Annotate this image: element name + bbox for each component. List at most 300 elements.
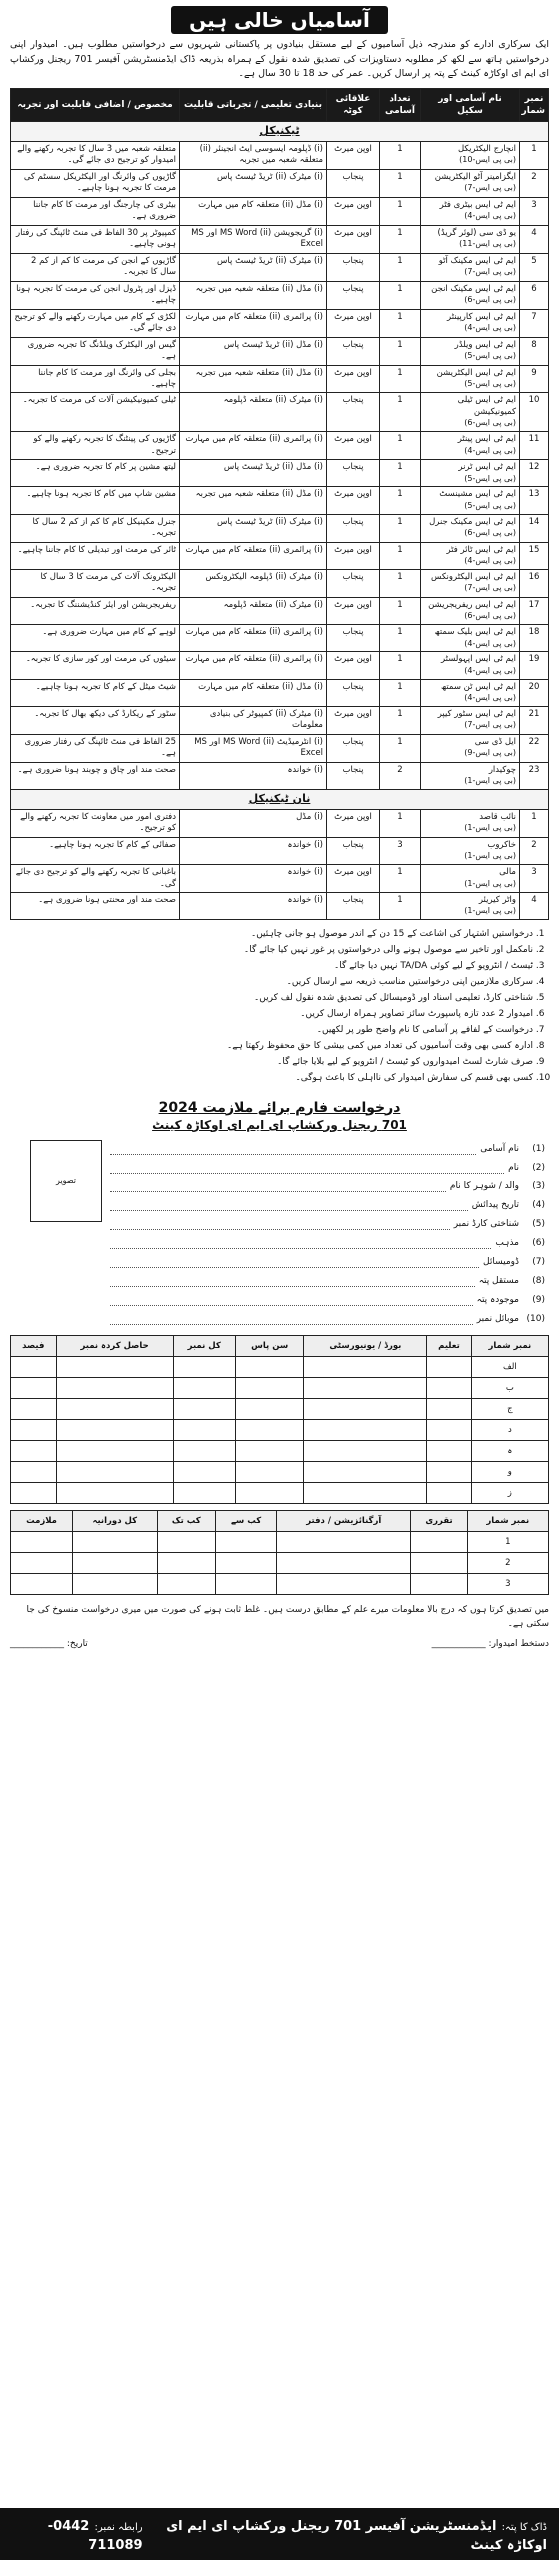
cell-serial: 3 [520, 197, 549, 225]
cell-quota: پنجاب [327, 569, 380, 597]
edu-blank-cell[interactable] [11, 1482, 57, 1503]
exp-header-cell: تقرری [411, 1510, 467, 1531]
experience-table-body [11, 1531, 549, 1594]
edu-blank-cell[interactable] [56, 1419, 173, 1440]
cell-count: 1 [380, 597, 421, 624]
table-row [11, 142, 549, 170]
exp-blank-cell[interactable] [11, 1552, 73, 1573]
cell-qualification: (i) پرائمری (ii) متعلقہ کام میں مہارت [180, 625, 327, 652]
cell-count: 1 [380, 197, 421, 225]
post-scale: (بی پی ایس-6) [464, 295, 516, 305]
edu-blank-cell[interactable] [11, 1398, 57, 1419]
exp-header-cell: کب سے [216, 1510, 277, 1531]
cell-experience: دفتری امور میں معاونت کا تجربہ رکھنے والے کو ترجیح۔ [11, 809, 180, 837]
post-name: ایم ٹی ایس ٹائر فٹر [446, 544, 516, 555]
edu-blank-cell[interactable] [56, 1482, 173, 1503]
edu-blank-cell[interactable] [304, 1377, 427, 1398]
edu-blank-cell[interactable] [427, 1461, 471, 1482]
form-field [110, 1291, 545, 1310]
cell-qualification: (i) میٹرک (ii) ٹریڈ ٹیسٹ پاس [180, 253, 327, 281]
cell-quota: پنجاب [327, 837, 380, 864]
cell-post [421, 892, 520, 919]
post-scale: (بی پی ایس-7) [464, 720, 516, 730]
education-table [10, 1335, 549, 1504]
cell-count: 1 [380, 892, 421, 919]
cell-serial: 20 [520, 679, 549, 706]
cell-serial: 14 [520, 514, 549, 542]
edu-blank-cell[interactable] [235, 1440, 304, 1461]
table-row [11, 393, 549, 432]
edu-row-label: د [471, 1419, 548, 1440]
cell-post [421, 734, 520, 762]
exp-blank-cell[interactable] [157, 1531, 216, 1552]
cell-post [421, 809, 520, 837]
edu-blank-cell[interactable] [56, 1440, 173, 1461]
cell-serial: 3 [520, 865, 549, 893]
edu-blank-cell[interactable] [173, 1482, 235, 1503]
signature-row [10, 1639, 549, 1649]
cell-experience: گیس اور الیکٹرک ویلڈنگ کا تجربہ ضروری ہے۔ [11, 337, 180, 365]
cell-experience: بیٹری کی چارجنگ اور مرمت کا کام جاننا ضروری ہے۔ [11, 197, 180, 225]
cell-serial: 11 [520, 432, 549, 460]
cell-serial: 22 [520, 734, 549, 762]
edu-blank-cell[interactable] [173, 1419, 235, 1440]
post-scale: (بی پی ایس-1) [464, 878, 516, 888]
post-name: ایم ٹی ایس کارپینٹر [447, 311, 516, 322]
table-row [11, 837, 549, 864]
exp-blank-cell[interactable] [73, 1531, 157, 1552]
note-item: 8. ادارہ کسی بھی وقت آسامیوں کی تعداد میں کمی بیشی کا حق محفوظ رکھتا ہے۔ [10, 1040, 533, 1054]
cell-serial: 18 [520, 625, 549, 652]
field-input-line[interactable] [110, 1272, 475, 1287]
field-input-line[interactable] [110, 1140, 476, 1155]
note-item: 4. سرکاری ملازمین اپنی درخواستیں مناسب ذریعہ سے ارسال کریں۔ [10, 976, 533, 990]
form-field [110, 1196, 545, 1215]
post-scale: (بی پی ایس-4) [464, 693, 516, 703]
post-scale: (بی پی ایس-6) [464, 528, 516, 538]
field-number: (5) [532, 1219, 545, 1230]
edu-row [11, 1461, 549, 1482]
cell-serial: 8 [520, 337, 549, 365]
footer-address-label: ڈاک کا پتہ: [501, 2522, 547, 2533]
cell-experience: صحت مند اور محنتی ہونا ضروری ہے۔ [11, 892, 180, 919]
field-label: مستقل پتہ [478, 1275, 519, 1286]
cell-post [421, 281, 520, 309]
table-row [11, 892, 549, 919]
form-section [10, 1140, 549, 1329]
field-input-line[interactable] [110, 1234, 491, 1249]
cell-experience: لکڑی کے کام میں مہارت رکھنے والے کو ترجیح دی جائے گی۔ [11, 309, 180, 337]
edu-blank-cell[interactable] [235, 1377, 304, 1398]
cell-quota: اوپن میرٹ [327, 597, 380, 624]
cell-qualification: (i) خواندہ [180, 837, 327, 864]
section-title: ٹیکنیکل [11, 122, 549, 142]
cell-qualification: (i) مڈل (ii) متعلقہ شعبہ میں تجربہ [180, 365, 327, 393]
table-row [11, 597, 549, 624]
edu-blank-cell[interactable] [427, 1482, 471, 1503]
cell-post [421, 865, 520, 893]
exp-blank-cell[interactable] [11, 1531, 73, 1552]
cell-post [421, 706, 520, 734]
post-scale: (بی پی ایس-4) [464, 665, 516, 675]
exp-row-label: 1 [467, 1531, 548, 1552]
cell-experience: کمپیوٹر پر 30 الفاظ فی منٹ ٹائپنگ کی رفتار ہونی چاہیے۔ [11, 225, 180, 253]
cell-serial: 9 [520, 365, 549, 393]
edu-blank-cell[interactable] [56, 1398, 173, 1419]
photo-box: تصویر [30, 1140, 102, 1222]
cell-post [421, 169, 520, 197]
cell-quota: اوپن میرٹ [327, 865, 380, 893]
cell-qualification: (i) میٹرک (ii) ٹریڈ ٹیسٹ پاس [180, 514, 327, 542]
edu-blank-cell[interactable] [235, 1482, 304, 1503]
cell-post [421, 337, 520, 365]
cell-count: 3 [380, 837, 421, 864]
form-title: درخواست فارم برائے ملازمت 2024 [158, 1099, 401, 1116]
cell-count: 1 [380, 487, 421, 514]
field-input-line[interactable] [110, 1215, 450, 1230]
edu-blank-cell[interactable] [427, 1398, 471, 1419]
cell-count: 1 [380, 865, 421, 893]
education-table-body [11, 1356, 549, 1503]
cell-quota: اوپن میرٹ [327, 487, 380, 514]
post-name: ایم ٹی ایس پینٹر [457, 434, 516, 445]
cell-qualification: (i) مڈل (ii) متعلقہ شعبہ میں تجربہ [180, 281, 327, 309]
cell-count: 1 [380, 460, 421, 487]
table-row [11, 487, 549, 514]
post-name: ایم ٹی ایس مکینک آٹو [438, 255, 516, 266]
form-field [110, 1272, 545, 1291]
edu-blank-cell[interactable] [11, 1440, 57, 1461]
exp-blank-cell[interactable] [277, 1552, 411, 1573]
cell-qualification: (i) پرائمری (ii) متعلقہ کام میں مہارت [180, 432, 327, 460]
cell-qualification: (i) مڈل (ii) متعلقہ کام میں مہارت [180, 197, 327, 225]
post-scale: (بی پی ایس-1) [464, 823, 516, 833]
exp-row [11, 1552, 549, 1573]
table-section-row [11, 122, 549, 142]
notes-section [10, 928, 549, 1085]
post-name: انچارج الیکٹریکل [457, 144, 516, 154]
exp-blank-cell[interactable] [73, 1573, 157, 1594]
exp-header-cell: کل دورانیہ [73, 1510, 157, 1531]
field-label: موجودہ پتہ [476, 1294, 519, 1305]
table-row [11, 253, 549, 281]
cell-post [421, 569, 520, 597]
cell-post [421, 197, 520, 225]
field-input-line[interactable] [110, 1159, 504, 1174]
edu-row [11, 1398, 549, 1419]
field-input-line[interactable] [110, 1310, 473, 1325]
exp-blank-cell[interactable] [216, 1573, 277, 1594]
post-scale: (بی پی ایس-4) [464, 211, 516, 221]
cell-experience: گاڑیوں کے انجن کی مرمت کا کم از کم 2 سال کا تجربہ۔ [11, 253, 180, 281]
edu-blank-cell[interactable] [235, 1398, 304, 1419]
edu-blank-cell[interactable] [173, 1377, 235, 1398]
form-field [110, 1234, 545, 1253]
edu-blank-cell[interactable] [427, 1440, 471, 1461]
exp-blank-cell[interactable] [411, 1552, 467, 1573]
table-row [11, 569, 549, 597]
table-row [11, 337, 549, 365]
post-scale: (بی پی ایس-5) [464, 473, 516, 483]
cell-quota: پنجاب [327, 734, 380, 762]
cell-quota: اوپن میرٹ [327, 365, 380, 393]
field-number: (9) [532, 1294, 545, 1305]
col-experience: مخصوص / اضافی قابلیت اور تجربہ [11, 89, 180, 122]
cell-serial: 13 [520, 487, 549, 514]
field-number: (4) [532, 1200, 545, 1211]
field-number: (1) [532, 1143, 545, 1154]
field-input-line[interactable] [110, 1253, 479, 1268]
cell-quota: پنجاب [327, 892, 380, 919]
cell-qualification: (i) خواندہ [180, 865, 327, 893]
field-number: (2) [532, 1162, 545, 1173]
table-row [11, 169, 549, 197]
edu-blank-cell[interactable] [11, 1356, 57, 1377]
post-name: ایم ٹی ایس مشینسٹ [439, 489, 516, 500]
table-row [11, 281, 549, 309]
form-field [110, 1177, 545, 1196]
cell-qualification: (i) میٹرک (ii) ٹریڈ ٹیسٹ پاس [180, 169, 327, 197]
col-qualification: بنیادی تعلیمی / تجرباتی قابلیت [180, 89, 327, 122]
cell-quota: پنجاب [327, 337, 380, 365]
edu-blank-cell[interactable] [235, 1461, 304, 1482]
cell-quota: پنجاب [327, 514, 380, 542]
cell-quota: اوپن میرٹ [327, 706, 380, 734]
cell-experience: 25 الفاظ فی منٹ ٹائپنگ کی رفتار ضروری ہے۔ [11, 734, 180, 762]
post-name: ایم ٹی ایس الیکٹریشن [436, 367, 516, 378]
post-scale: (بی پی ایس-1) [464, 906, 516, 916]
form-fields [110, 1140, 549, 1329]
exp-row-label: 2 [467, 1552, 548, 1573]
cell-post [421, 225, 520, 253]
cell-count: 1 [380, 734, 421, 762]
note-item: 6. امیدوار 2 عدد تازہ پاسپورٹ سائز تصاویر ہمراہ ارسال کریں۔ [10, 1008, 533, 1022]
cell-quota: پنجاب [327, 253, 380, 281]
field-number: (8) [532, 1275, 545, 1286]
cell-serial: 4 [520, 225, 549, 253]
exp-blank-cell[interactable] [73, 1552, 157, 1573]
cell-count: 1 [380, 809, 421, 837]
cell-quota: اوپن میرٹ [327, 542, 380, 569]
edu-blank-cell[interactable] [304, 1440, 427, 1461]
post-name: ایم ٹی ایس ٹن سمتھ [440, 681, 516, 692]
cell-qualification: (i) انٹرمیڈیٹ (ii) MS Word اور MS Excel [180, 734, 327, 762]
cell-experience: جنرل مکینیکل کام کا کم از کم 2 سال کا تجربہ۔ [11, 514, 180, 542]
note-item: 5. شناختی کارڈ، تعلیمی اسناد اور ڈومیسائل کی تصدیق شدہ نقول لف کریں۔ [10, 992, 533, 1006]
footer-phone-block [12, 2515, 143, 2553]
post-name: واٹر کیریئر [478, 894, 516, 905]
table-row [11, 706, 549, 734]
cell-serial: 17 [520, 597, 549, 624]
edu-blank-cell[interactable] [427, 1377, 471, 1398]
cell-experience: ڈیزل اور پٹرول انجن کی مرمت کا تجربہ ہونا چاہیے۔ [11, 281, 180, 309]
cell-count: 1 [380, 514, 421, 542]
cell-serial: 19 [520, 652, 549, 679]
footer-address-block [143, 2515, 547, 2553]
post-name: چوکیدار [488, 764, 516, 775]
cell-post [421, 837, 520, 864]
edu-row [11, 1419, 549, 1440]
cell-serial: 23 [520, 762, 549, 789]
cell-post [421, 514, 520, 542]
note-item: 2. نامکمل اور تاخیر سے موصول ہونے والی درخواستوں پر غور نہیں کیا جائے گا۔ [10, 944, 533, 958]
post-scale: (بی پی ایس-7) [464, 183, 516, 193]
field-label: شناختی کارڈ نمبر [453, 1219, 519, 1230]
post-scale: (بی پی ایس-5) [464, 378, 516, 388]
post-name: ایم ٹی ایس ویلڈر [454, 339, 516, 350]
exp-blank-cell[interactable] [157, 1573, 216, 1594]
cell-count: 1 [380, 625, 421, 652]
post-scale: (بی پی ایس-4) [464, 556, 516, 566]
cell-count: 1 [380, 253, 421, 281]
exp-header-cell: کب تک [157, 1510, 216, 1531]
edu-blank-cell[interactable] [304, 1419, 427, 1440]
exp-blank-cell[interactable] [157, 1552, 216, 1573]
vacancy-table [10, 88, 549, 920]
cell-qualification: (i) مڈل [180, 809, 327, 837]
field-input-line[interactable] [110, 1196, 468, 1211]
edu-blank-cell[interactable] [11, 1461, 57, 1482]
cell-count: 1 [380, 679, 421, 706]
cell-serial: 2 [520, 169, 549, 197]
education-table-header [11, 1335, 549, 1356]
exp-blank-cell[interactable] [216, 1531, 277, 1552]
cell-post [421, 679, 520, 706]
cell-count: 1 [380, 365, 421, 393]
edu-blank-cell[interactable] [304, 1482, 427, 1503]
cell-serial: 1 [520, 142, 549, 170]
cell-experience: بجلی کی وائرنگ اور مرمت کا کام جاننا چاہیے۔ [11, 365, 180, 393]
edu-blank-cell[interactable] [11, 1419, 57, 1440]
field-label: ڈومیسائل [483, 1256, 519, 1267]
cell-qualification: (i) ڈپلومہ ایسوسی ایٹ انجینئر (ii) متعلقہ شعبہ میں تجربہ [180, 142, 327, 170]
edu-blank-cell[interactable] [173, 1440, 235, 1461]
cell-count: 1 [380, 706, 421, 734]
cell-experience: لوہے کے کام میں مہارت ضروری ہے۔ [11, 625, 180, 652]
exp-blank-cell[interactable] [216, 1552, 277, 1573]
cell-experience: صحت مند اور چاق و چوبند ہونا ضروری ہے۔ [11, 762, 180, 789]
cell-experience: مشین شاپ میں کام کا تجربہ ہونا چاہیے۔ [11, 487, 180, 514]
field-label: نام [508, 1162, 519, 1173]
date-label: تاریخ: ____________ [10, 1639, 88, 1650]
table-row [11, 625, 549, 652]
cell-qualification: (i) میٹرک (ii) متعلقہ ڈپلومہ [180, 393, 327, 432]
cell-post [421, 393, 520, 432]
edu-blank-cell[interactable] [173, 1398, 235, 1419]
cell-serial: 16 [520, 569, 549, 597]
field-number: (6) [532, 1238, 545, 1249]
edu-blank-cell[interactable] [304, 1461, 427, 1482]
post-name: مالی [499, 867, 516, 878]
field-number: (7) [532, 1256, 545, 1267]
form-field [110, 1159, 545, 1178]
post-name: ایگزامینر آٹو الیکٹریشن [434, 171, 516, 182]
note-item: 3. ٹیسٹ / انٹرویو کے لیے کوئی TA/DA نہیں دیا جائے گا۔ [10, 960, 533, 974]
field-input-line[interactable] [110, 1177, 446, 1192]
edu-blank-cell[interactable] [56, 1377, 173, 1398]
exp-blank-cell[interactable] [411, 1573, 467, 1594]
cell-quota: پنجاب [327, 393, 380, 432]
exp-blank-cell[interactable] [277, 1531, 411, 1552]
cell-qualification: (i) میٹرک (ii) کمپیوٹر کی بنیادی معلومات [180, 706, 327, 734]
edu-blank-cell[interactable] [427, 1356, 471, 1377]
cell-quota: پنجاب [327, 460, 380, 487]
post-name: ایم ٹی ایس ٹیلی کمیونیکیشن [457, 395, 516, 417]
cell-post [421, 432, 520, 460]
edu-blank-cell[interactable] [173, 1356, 235, 1377]
experience-table [10, 1510, 549, 1595]
cell-serial: 6 [520, 281, 549, 309]
col-post: نام آسامی اور سکیل [421, 89, 520, 122]
cell-quota: اوپن میرٹ [327, 432, 380, 460]
edu-blank-cell[interactable] [56, 1356, 173, 1377]
post-scale: (بی پی ایس-9) [464, 748, 516, 758]
edu-row-label: ب [471, 1377, 548, 1398]
post-scale: (بی پی ایس-5) [464, 351, 516, 361]
cell-count: 2 [380, 762, 421, 789]
edu-blank-cell[interactable] [304, 1398, 427, 1419]
edu-row [11, 1356, 549, 1377]
cell-serial: 10 [520, 393, 549, 432]
footer-phone: 0442-711089 [47, 2519, 143, 2553]
cell-experience: ریفریجریشن اور ایئر کنڈیشننگ کا تجربہ۔ [11, 597, 180, 624]
post-name: ایم ٹی ایس الیکٹرونکس [431, 571, 516, 582]
cell-experience: گاڑیوں کی وائرنگ اور الیکٹریکل سسٹم کی مرمت کا تجربہ ہونا چاہیے۔ [11, 169, 180, 197]
form-field [110, 1140, 545, 1159]
post-name: ایم ٹی ایس اپہولسٹر [440, 654, 516, 665]
cell-qualification: (i) پرائمری (ii) متعلقہ کام میں مہارت [180, 309, 327, 337]
exp-header-cell: ملازمت [11, 1510, 73, 1531]
edu-blank-cell[interactable] [304, 1356, 427, 1377]
cell-qualification: (i) پرائمری (ii) متعلقہ کام میں مہارت [180, 652, 327, 679]
edu-row-label: ہ [471, 1440, 548, 1461]
cell-quota: اوپن میرٹ [327, 309, 380, 337]
cell-count: 1 [380, 281, 421, 309]
post-name: ایم ٹی ایس بلیک سمتھ [434, 627, 516, 638]
edu-blank-cell[interactable] [11, 1377, 57, 1398]
exp-blank-cell[interactable] [411, 1531, 467, 1552]
post-name: ایم ٹی ایس سٹور کیپر [437, 708, 516, 719]
cell-count: 1 [380, 309, 421, 337]
exp-blank-cell[interactable] [277, 1573, 411, 1594]
edu-blank-cell[interactable] [173, 1461, 235, 1482]
table-row [11, 225, 549, 253]
edu-header-cell: نمبر شمار [471, 1335, 548, 1356]
post-name: خاکروب [487, 839, 516, 850]
edu-row-label: ز [471, 1482, 548, 1503]
table-row [11, 514, 549, 542]
edu-blank-cell[interactable] [235, 1356, 304, 1377]
edu-blank-cell[interactable] [427, 1419, 471, 1440]
cell-quota: پنجاب [327, 762, 380, 789]
edu-header-cell: بورڈ / یونیورسٹی [304, 1335, 427, 1356]
cell-serial: 15 [520, 542, 549, 569]
edu-blank-cell[interactable] [235, 1419, 304, 1440]
post-name: ایم ٹی ایس مکینک انجن [431, 283, 516, 294]
post-name: ایم ٹی ایس ٹرنر [458, 462, 516, 473]
post-scale: (بی پی ایس-6) [464, 611, 516, 621]
table-row [11, 432, 549, 460]
field-input-line[interactable] [110, 1291, 473, 1306]
table-row [11, 542, 549, 569]
footer-address: ایڈمنسٹریشن آفیسر 701 ریجنل ورکشاپ ای ایم ای اوکاڑہ کینٹ [166, 2519, 547, 2553]
note-item: 10. کسی بھی قسم کی سفارش امیدوار کی نااہلی کا باعث ہوگی۔ [10, 1072, 533, 1086]
table-row [11, 309, 549, 337]
cell-quota: اوپن میرٹ [327, 225, 380, 253]
edu-blank-cell[interactable] [56, 1461, 173, 1482]
exp-blank-cell[interactable] [11, 1573, 73, 1594]
post-scale: (بی پی ایس-4) [464, 323, 516, 333]
